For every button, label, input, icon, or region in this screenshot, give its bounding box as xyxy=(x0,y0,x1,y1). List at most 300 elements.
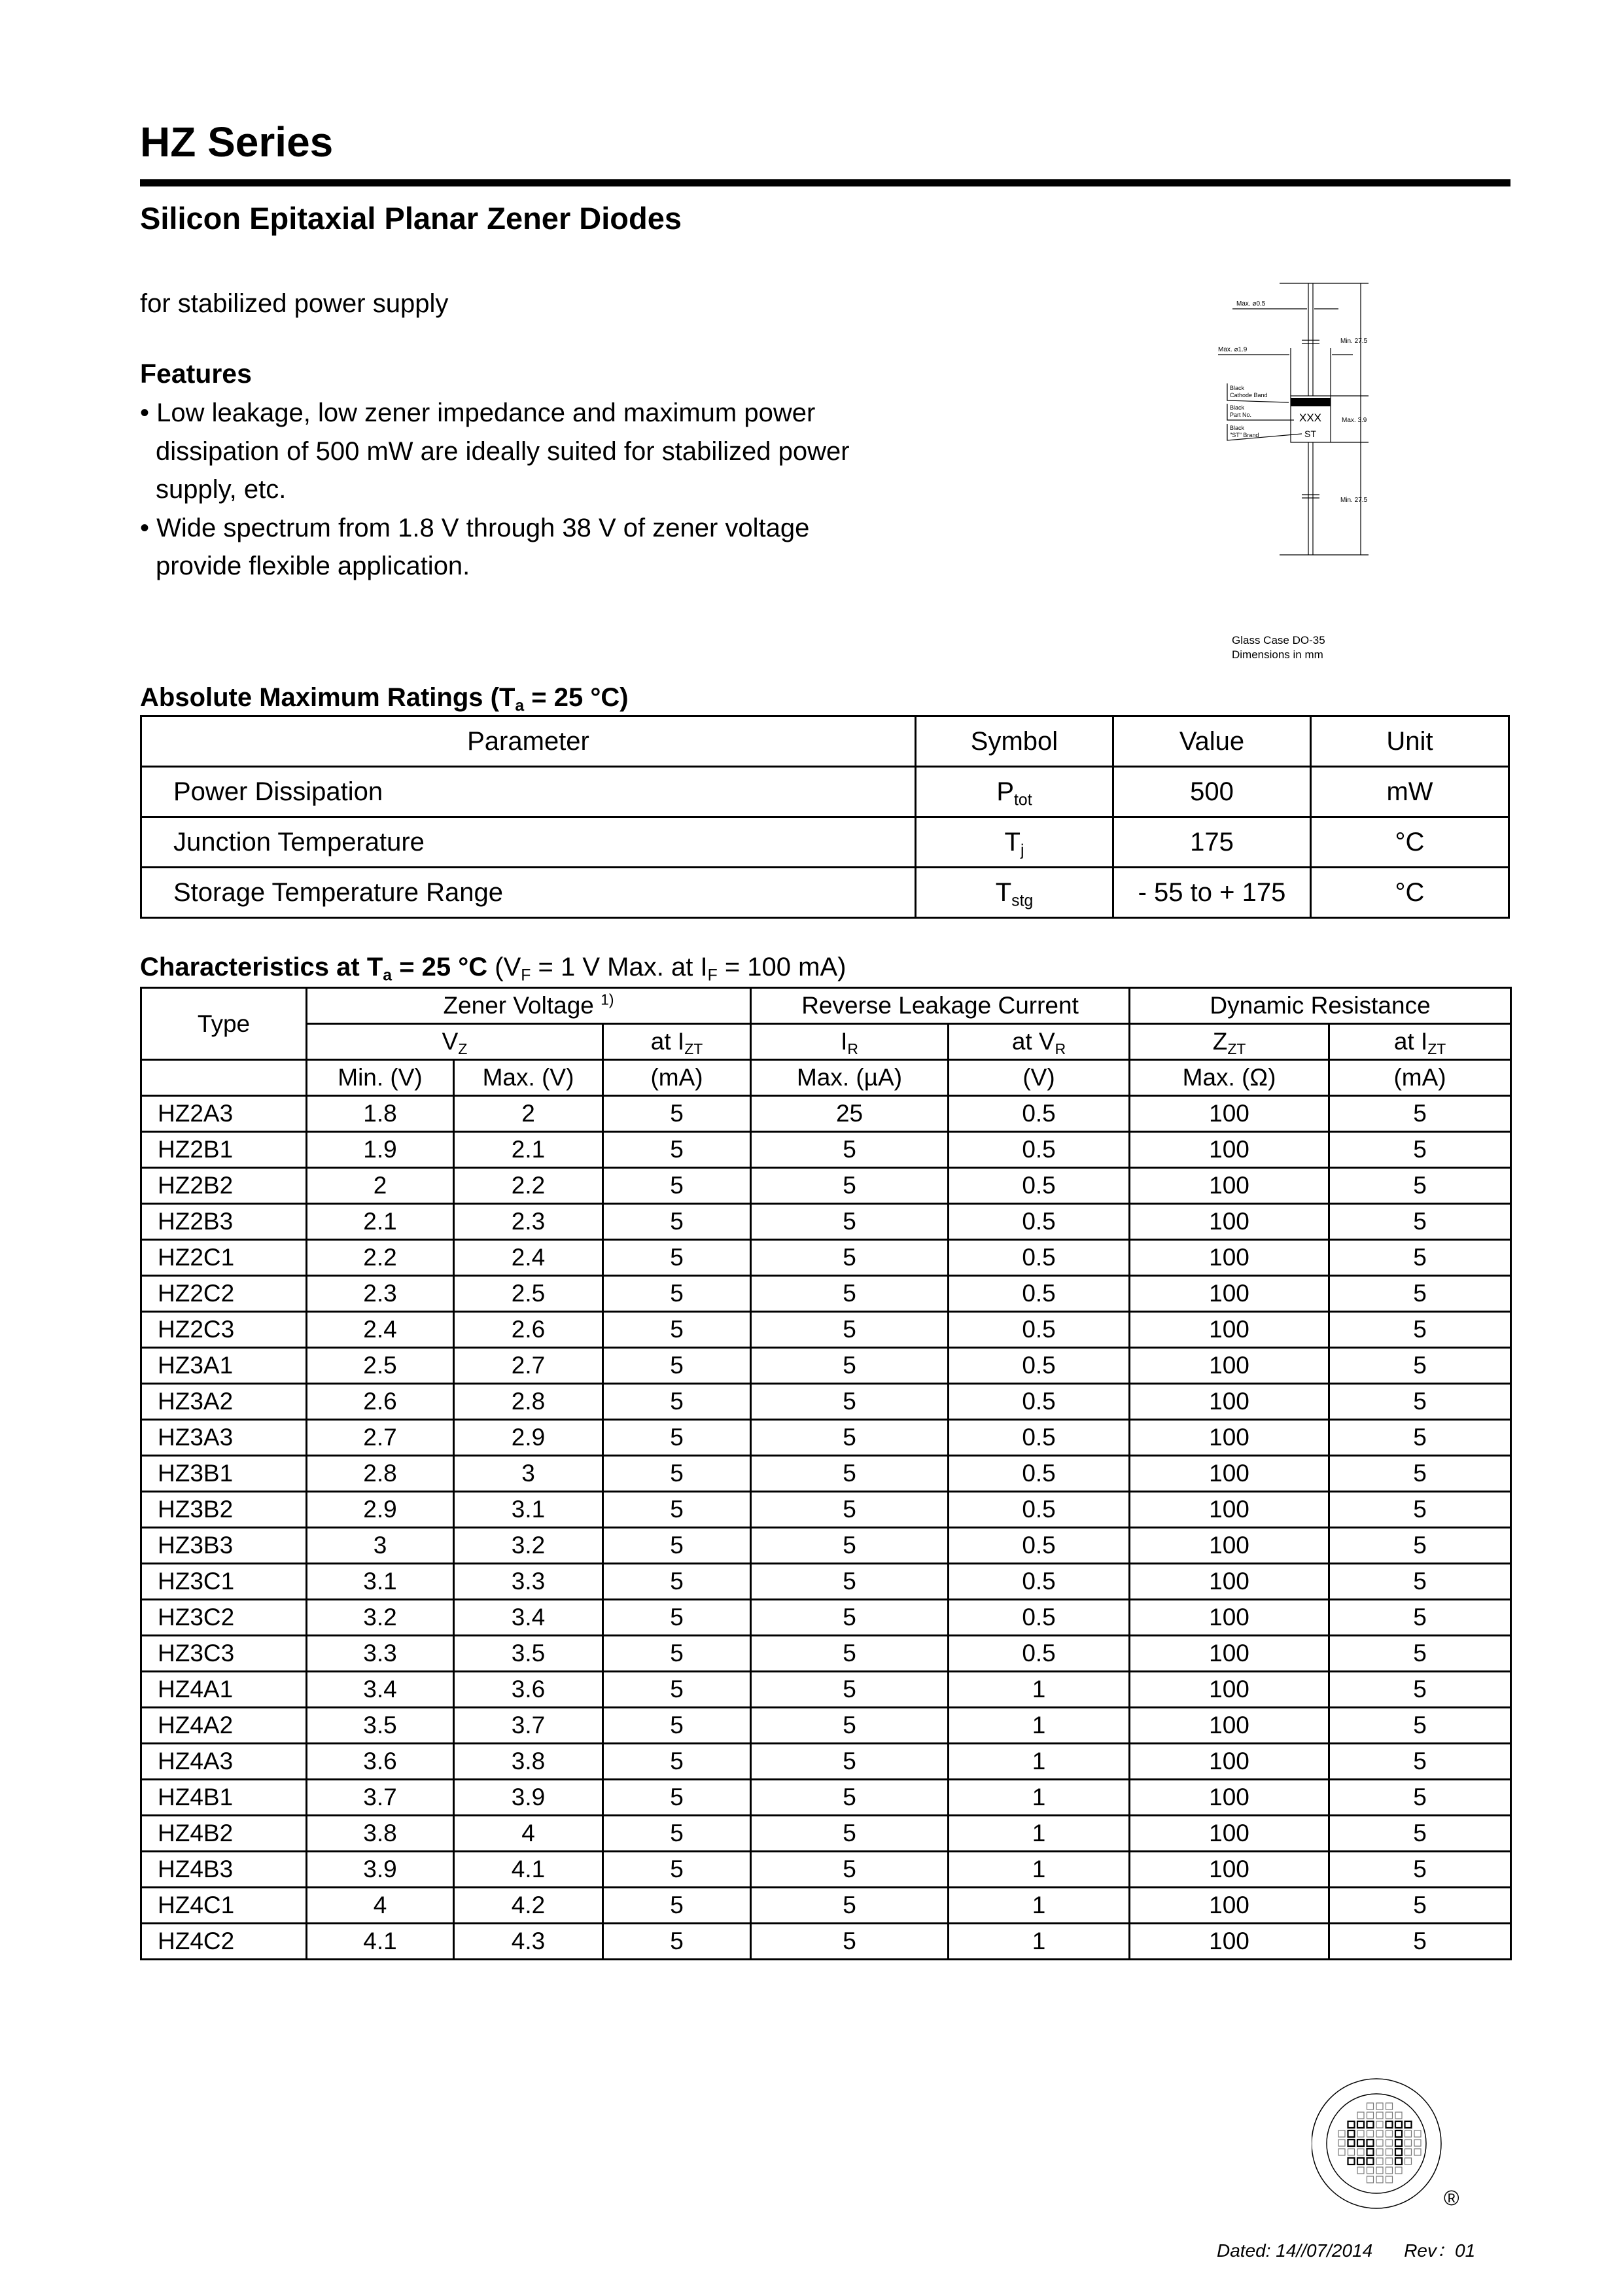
registered-mark: ® xyxy=(1444,2186,1459,2210)
unit-header: (V) xyxy=(949,1060,1130,1096)
value-cell: 5 xyxy=(751,1852,949,1888)
table-row xyxy=(141,1276,1511,1312)
value-cell: 1 xyxy=(949,1672,1130,1708)
symbol: T xyxy=(995,877,1012,907)
value-cell: 3 xyxy=(454,1456,603,1492)
value-cell: 100 xyxy=(1130,1204,1329,1240)
sub-header-subscript: Z xyxy=(458,1040,468,1057)
table-row xyxy=(141,1384,1511,1420)
logo-cell xyxy=(1357,2158,1364,2164)
value-cell: 100 xyxy=(1130,1348,1329,1384)
value-cell: 1 xyxy=(949,1708,1130,1744)
value-cell: 2.5 xyxy=(307,1348,454,1384)
value-cell: 0.5 xyxy=(949,1384,1130,1420)
value-cell: 0.5 xyxy=(949,1348,1130,1384)
footer xyxy=(1217,2236,1475,2263)
band-label: Black xyxy=(1230,385,1245,391)
header-row xyxy=(141,1060,1511,1096)
value-cell: 2.8 xyxy=(454,1384,603,1420)
value-cell: 5 xyxy=(1329,1276,1511,1312)
unit-cell: °C xyxy=(1311,817,1509,868)
value-cell: 5 xyxy=(751,1276,949,1312)
value-cell: 5 xyxy=(603,1312,751,1348)
logo-cell xyxy=(1376,2176,1383,2183)
logo-cell xyxy=(1395,2167,1402,2174)
unit-cell: °C xyxy=(1311,868,1509,918)
logo-cell xyxy=(1376,2140,1383,2146)
sub-header xyxy=(751,1024,949,1060)
value-cell: 5 xyxy=(1329,1672,1511,1708)
lead-diameter-label: Max. ⌀0.5 xyxy=(1236,300,1266,308)
value-cell: 5 xyxy=(603,1276,751,1312)
sub-header xyxy=(1130,1024,1329,1060)
logo-cell xyxy=(1367,2121,1374,2128)
value-cell: 3.1 xyxy=(307,1564,454,1600)
value-cell: 5 xyxy=(1329,1780,1511,1816)
value-cell: 5 xyxy=(751,1420,949,1456)
value-cell: 5 xyxy=(1329,1492,1511,1528)
type-cell: HZ2B2 xyxy=(141,1168,307,1204)
sub-header-subscript: ZT xyxy=(684,1040,703,1057)
abs-max-table xyxy=(140,715,1510,919)
page-subtitle: Silicon Epitaxial Planar Zener Diodes xyxy=(140,201,682,236)
logo-cell xyxy=(1357,2130,1364,2137)
value-cell: 5 xyxy=(1329,1420,1511,1456)
column-header: Parameter xyxy=(141,716,916,767)
unit-header: Max. (V) xyxy=(454,1060,603,1096)
value-cell: 5 xyxy=(1329,1456,1511,1492)
value-cell: 5 xyxy=(751,1456,949,1492)
value-cell: 5 xyxy=(1329,1312,1511,1348)
value-cell: 5 xyxy=(751,1744,949,1780)
logo-cell xyxy=(1348,2140,1355,2146)
value-cell: 100 xyxy=(1130,1096,1329,1132)
value-cell: 5 xyxy=(1329,1852,1511,1888)
value-cell: 100 xyxy=(1130,1168,1329,1204)
intro-text: for stabilized power supply xyxy=(140,289,449,318)
value-cell: 3 xyxy=(307,1528,454,1564)
st-logo xyxy=(1312,2074,1469,2218)
table-row xyxy=(141,1708,1511,1744)
value-cell: 5 xyxy=(603,1600,751,1636)
table-row xyxy=(141,1816,1511,1852)
value-cell: 1 xyxy=(949,1924,1130,1960)
parameter-cell: Power Dissipation xyxy=(141,767,916,817)
table-row xyxy=(141,1888,1511,1924)
value-cell: 3.8 xyxy=(454,1744,603,1780)
type-cell: HZ3A1 xyxy=(141,1348,307,1384)
sub-header-symbol: at I xyxy=(1393,1028,1428,1055)
type-cell: HZ4C2 xyxy=(141,1924,307,1960)
value-cell: 5 xyxy=(603,1528,751,1564)
brand-mark: ST xyxy=(1304,429,1316,439)
logo-cell xyxy=(1367,2140,1374,2146)
sub-header-subscript: ZT xyxy=(1227,1040,1246,1057)
value-cell: 5 xyxy=(1329,1600,1511,1636)
logo-cell xyxy=(1338,2149,1345,2155)
body-diameter-label: Max. ⌀1.9 xyxy=(1218,346,1248,353)
value-cell: 5 xyxy=(1329,1204,1511,1240)
value-cell: 5 xyxy=(751,1636,949,1672)
symbol-cell xyxy=(916,868,1113,918)
value-cell: 0.5 xyxy=(949,1636,1130,1672)
unit-header: Max. (Ω) xyxy=(1130,1060,1329,1096)
table-row xyxy=(141,1636,1511,1672)
value-cell: 2.9 xyxy=(454,1420,603,1456)
logo-cell xyxy=(1395,2130,1402,2137)
value-cell: 0.5 xyxy=(949,1168,1130,1204)
value-cell: 3.6 xyxy=(307,1744,454,1780)
value-cell: 2.2 xyxy=(307,1240,454,1276)
value-cell: 5 xyxy=(1329,1564,1511,1600)
type-cell: HZ4B3 xyxy=(141,1852,307,1888)
value-cell: 3.3 xyxy=(307,1636,454,1672)
logo-cell xyxy=(1386,2158,1393,2164)
type-cell: HZ3B1 xyxy=(141,1456,307,1492)
value-cell: 0.5 xyxy=(949,1276,1130,1312)
value-cell: 5 xyxy=(603,1132,751,1168)
logo-cell xyxy=(1414,2140,1421,2146)
value-cell: 5 xyxy=(1329,1888,1511,1924)
value-cell: 5 xyxy=(751,1888,949,1924)
value-cell: 100 xyxy=(1130,1132,1329,1168)
column-header: Value xyxy=(1113,716,1311,767)
part-label: Part No. xyxy=(1230,412,1252,418)
value-cell: 3.2 xyxy=(454,1528,603,1564)
value-cell: 5 xyxy=(1329,1240,1511,1276)
zener-voltage-header: Zener Voltage $^{1)}$ xyxy=(307,988,751,1024)
table-row xyxy=(141,1492,1511,1528)
revision-text: Rev：01 xyxy=(1404,2240,1476,2261)
symbol-subscript: j xyxy=(1020,841,1024,859)
symbol-cell xyxy=(916,767,1113,817)
type-cell: HZ3C1 xyxy=(141,1564,307,1600)
value-cell: 5 xyxy=(603,1492,751,1528)
sub-header-symbol: Z xyxy=(1212,1028,1228,1055)
sub-header xyxy=(307,1024,603,1060)
value-cell: 100 xyxy=(1130,1924,1329,1960)
value-cell: 2.7 xyxy=(454,1348,603,1384)
logo-cell xyxy=(1405,2121,1412,2128)
value-cell: 5 xyxy=(751,1708,949,1744)
value-cell: 5 xyxy=(1329,1744,1511,1780)
value-cell: 5 xyxy=(1329,1636,1511,1672)
symbol: T xyxy=(1004,827,1021,857)
value-cell: 2.3 xyxy=(307,1276,454,1312)
do35-package-diagram xyxy=(1210,275,1406,667)
value-cell: 1 xyxy=(949,1852,1130,1888)
value-cell: 2.4 xyxy=(307,1312,454,1348)
diagram-caption: Glass Case DO-35 xyxy=(1232,634,1325,646)
symbol-subscript: stg xyxy=(1011,891,1034,910)
table-row xyxy=(141,1852,1511,1888)
logo-cell xyxy=(1405,2149,1412,2155)
value-cell: 100 xyxy=(1130,1636,1329,1672)
features-heading: Features xyxy=(140,359,252,389)
logo-cell xyxy=(1367,2167,1374,2174)
value-cell: 3.7 xyxy=(307,1780,454,1816)
value-cell: 1 xyxy=(949,1816,1130,1852)
table-row xyxy=(141,1312,1511,1348)
value-cell: 3.4 xyxy=(454,1600,603,1636)
parameter-cell: Junction Temperature xyxy=(141,817,916,868)
value-cell: 2.1 xyxy=(307,1204,454,1240)
type-cell: HZ3C2 xyxy=(141,1600,307,1636)
type-cell: HZ4A1 xyxy=(141,1672,307,1708)
sub-header xyxy=(1329,1024,1511,1060)
logo-cell xyxy=(1395,2140,1402,2146)
value-cell: 3.5 xyxy=(307,1708,454,1744)
table-row xyxy=(141,1564,1511,1600)
value-cell: 100 xyxy=(1130,1312,1329,1348)
table-row xyxy=(141,1168,1511,1204)
type-cell: HZ2B3 xyxy=(141,1204,307,1240)
value-cell: 0.5 xyxy=(949,1240,1130,1276)
value-cell: 0.5 xyxy=(949,1204,1130,1240)
value-cell: 3.8 xyxy=(307,1816,454,1852)
value-cell: 5 xyxy=(751,1132,949,1168)
table-row xyxy=(141,767,1509,817)
feature-item: • Wide spectrum from 1.8 V through 38 V of zener voltage provide flexible application. xyxy=(140,513,810,580)
value-cell: 100 xyxy=(1130,1888,1329,1924)
type-cell: HZ3B2 xyxy=(141,1492,307,1528)
value-cell: 5 xyxy=(751,1240,949,1276)
type-cell: HZ4B2 xyxy=(141,1816,307,1852)
logo-cell xyxy=(1376,2103,1383,2110)
body-length-label: Max. 3.9 xyxy=(1342,417,1367,424)
value-cell: 5 xyxy=(751,1348,949,1384)
value-cell: 5 xyxy=(751,1384,949,1420)
value-cell: 100 xyxy=(1130,1744,1329,1780)
value-cell: 0.5 xyxy=(949,1528,1130,1564)
table-row xyxy=(141,1204,1511,1240)
type-header: Type xyxy=(141,988,307,1060)
column-header: Unit xyxy=(1311,716,1509,767)
logo-cell xyxy=(1386,2121,1393,2128)
logo-cell xyxy=(1348,2158,1355,2164)
logo-cell xyxy=(1367,2112,1374,2119)
logo-cell xyxy=(1357,2149,1364,2155)
logo-cell xyxy=(1405,2140,1412,2146)
value-cell: 2.7 xyxy=(307,1420,454,1456)
logo-cell xyxy=(1367,2176,1374,2183)
logo-cell xyxy=(1386,2130,1393,2137)
value-cell: 5 xyxy=(751,1204,949,1240)
value-cell: 5 xyxy=(751,1924,949,1960)
symbol-cell xyxy=(916,817,1113,868)
value-cell: 0.5 xyxy=(949,1132,1130,1168)
band-label: Cathode Band xyxy=(1230,392,1268,398)
value-cell: 5 xyxy=(1329,1096,1511,1132)
value-cell: 0.5 xyxy=(949,1600,1130,1636)
value-cell: 3.1 xyxy=(454,1492,603,1528)
value-cell: 4.2 xyxy=(454,1888,603,1924)
unit-header: (mA) xyxy=(603,1060,751,1096)
value-cell: 5 xyxy=(751,1816,949,1852)
logo-cell xyxy=(1405,2158,1412,2164)
table-row xyxy=(141,1744,1511,1780)
value-cell: 2.3 xyxy=(454,1204,603,1240)
value-cell: 5 xyxy=(603,1888,751,1924)
value-cell: 5 xyxy=(1329,1384,1511,1420)
diagram-caption: Dimensions in mm xyxy=(1232,648,1323,661)
value-cell: 100 xyxy=(1130,1384,1329,1420)
logo-cell xyxy=(1338,2130,1345,2137)
table-row xyxy=(141,1600,1511,1636)
feature-item: • Low leakage, low zener impedance and maximum power dissipation of 500 mW are ideally suited for stabilized power supply, etc. xyxy=(140,398,850,504)
type-cell: HZ3A2 xyxy=(141,1384,307,1420)
value-cell: 3.6 xyxy=(454,1672,603,1708)
sub-header-symbol: V xyxy=(442,1028,459,1055)
sub-header-subscript: R xyxy=(847,1040,858,1057)
value-cell: 5 xyxy=(1329,1168,1511,1204)
parameter-cell: Storage Temperature Range xyxy=(141,868,916,918)
type-cell: HZ3C3 xyxy=(141,1636,307,1672)
value-cell: 3.7 xyxy=(454,1708,603,1744)
logo-cell xyxy=(1395,2149,1402,2155)
abs-max-heading: Absolute Maximum Ratings ($T_a = 25$ °C) xyxy=(140,683,629,715)
logo-cell xyxy=(1376,2158,1383,2164)
value-cell: 5 xyxy=(603,1348,751,1384)
value-cell: 5 xyxy=(751,1780,949,1816)
value-cell: 0.5 xyxy=(949,1420,1130,1456)
logo-cell xyxy=(1367,2130,1374,2137)
value-cell: 2 xyxy=(454,1096,603,1132)
value-cell: 100 xyxy=(1130,1420,1329,1456)
value-cell: 5 xyxy=(603,1744,751,1780)
value-cell: 5 xyxy=(751,1600,949,1636)
title-divider xyxy=(140,179,1510,186)
logo-cell xyxy=(1357,2121,1364,2128)
value-cell: 5 xyxy=(603,1456,751,1492)
value-cell: 5 xyxy=(603,1564,751,1600)
table-row xyxy=(141,1420,1511,1456)
value-cell: 2 xyxy=(307,1168,454,1204)
value-cell: 5 xyxy=(603,1672,751,1708)
value-cell: 5 xyxy=(603,1816,751,1852)
table-row xyxy=(141,868,1509,918)
value-cell: 100 xyxy=(1130,1456,1329,1492)
value-cell: 25 xyxy=(751,1096,949,1132)
dynamic-resistance-header: Dynamic Resistance xyxy=(1130,988,1511,1024)
characteristics-table xyxy=(140,987,1512,1960)
logo-cell xyxy=(1357,2167,1364,2174)
value-cell: 3.2 xyxy=(307,1600,454,1636)
logo-cell xyxy=(1414,2130,1421,2137)
type-cell: HZ2C2 xyxy=(141,1276,307,1312)
value-cell: 5 xyxy=(1329,1924,1511,1960)
value-cell: 1.9 xyxy=(307,1132,454,1168)
value-cell: 5 xyxy=(603,1636,751,1672)
value-cell: 5 xyxy=(1329,1708,1511,1744)
value-cell: 5 xyxy=(603,1708,751,1744)
value-cell: 5 xyxy=(751,1492,949,1528)
logo-cell xyxy=(1386,2140,1393,2146)
sub-header xyxy=(949,1024,1130,1060)
value-cell: 5 xyxy=(603,1204,751,1240)
type-cell: HZ4C1 xyxy=(141,1888,307,1924)
brand-label: "ST" Brand xyxy=(1230,432,1259,438)
reverse-leakage-header: Reverse Leakage Current xyxy=(751,988,1130,1024)
value-cell: 2.2 xyxy=(454,1168,603,1204)
table-row xyxy=(141,1096,1511,1132)
sub-header-subscript: R xyxy=(1055,1040,1066,1057)
logo-cell xyxy=(1348,2130,1355,2137)
value-cell: 5 xyxy=(751,1672,949,1708)
header-row xyxy=(141,716,1509,767)
value-cell: 100 xyxy=(1130,1564,1329,1600)
table-row xyxy=(141,1780,1511,1816)
part-label: Black xyxy=(1230,404,1245,411)
value-cell: 5 xyxy=(751,1528,949,1564)
value-cell: 3.9 xyxy=(454,1780,603,1816)
value-cell: 2.6 xyxy=(454,1312,603,1348)
symbol-subscript: tot xyxy=(1014,790,1032,809)
table-row xyxy=(141,1456,1511,1492)
part-mark: XXX xyxy=(1299,412,1322,424)
table-row xyxy=(141,1240,1511,1276)
sub-header xyxy=(603,1024,751,1060)
logo-cell xyxy=(1376,2112,1383,2119)
value-cell: 2.1 xyxy=(454,1132,603,1168)
type-cell: HZ2C3 xyxy=(141,1312,307,1348)
value-cell: 100 xyxy=(1130,1600,1329,1636)
sub-header-symbol: at V xyxy=(1011,1028,1055,1055)
page-title: HZ Series xyxy=(140,118,334,166)
value-cell: 500 xyxy=(1113,767,1311,817)
value-cell: 3.5 xyxy=(454,1636,603,1672)
value-cell: 5 xyxy=(603,1852,751,1888)
value-cell: 100 xyxy=(1130,1240,1329,1276)
value-cell: 4 xyxy=(454,1816,603,1852)
value-cell: 5 xyxy=(751,1312,949,1348)
unit-cell: mW xyxy=(1311,767,1509,817)
value-cell: 2.9 xyxy=(307,1492,454,1528)
value-cell: 3.4 xyxy=(307,1672,454,1708)
type-cell: HZ4B1 xyxy=(141,1780,307,1816)
logo-cell xyxy=(1386,2167,1393,2174)
type-cell: HZ2B1 xyxy=(141,1132,307,1168)
unit-header: Min. (V) xyxy=(307,1060,454,1096)
units-spacer xyxy=(141,1060,307,1096)
value-cell: 100 xyxy=(1130,1816,1329,1852)
type-cell: HZ4A2 xyxy=(141,1708,307,1744)
logo-cell xyxy=(1338,2140,1345,2146)
value-cell: 1.8 xyxy=(307,1096,454,1132)
type-cell: HZ2A3 xyxy=(141,1096,307,1132)
logo-cell xyxy=(1357,2140,1364,2146)
value-cell: 100 xyxy=(1130,1276,1329,1312)
value-cell: 0.5 xyxy=(949,1456,1130,1492)
logo-cell xyxy=(1395,2158,1402,2164)
sub-header-subscript: ZT xyxy=(1427,1040,1446,1057)
logo-cell xyxy=(1367,2158,1374,2164)
value-cell: 5 xyxy=(603,1096,751,1132)
value-cell: 5 xyxy=(603,1780,751,1816)
value-cell: 5 xyxy=(751,1564,949,1600)
value-cell: 2.5 xyxy=(454,1276,603,1312)
logo-cell xyxy=(1376,2167,1383,2174)
value-cell: 175 xyxy=(1113,817,1311,868)
value-cell: 4.1 xyxy=(454,1852,603,1888)
value-cell: 4 xyxy=(307,1888,454,1924)
logo-cell xyxy=(1386,2103,1393,2110)
table-row xyxy=(141,1924,1511,1960)
value-cell: - 55 to + 175 xyxy=(1113,868,1311,918)
value-cell: 5 xyxy=(1329,1348,1511,1384)
brand-label: Black xyxy=(1230,425,1245,431)
logo-cell xyxy=(1395,2112,1402,2119)
